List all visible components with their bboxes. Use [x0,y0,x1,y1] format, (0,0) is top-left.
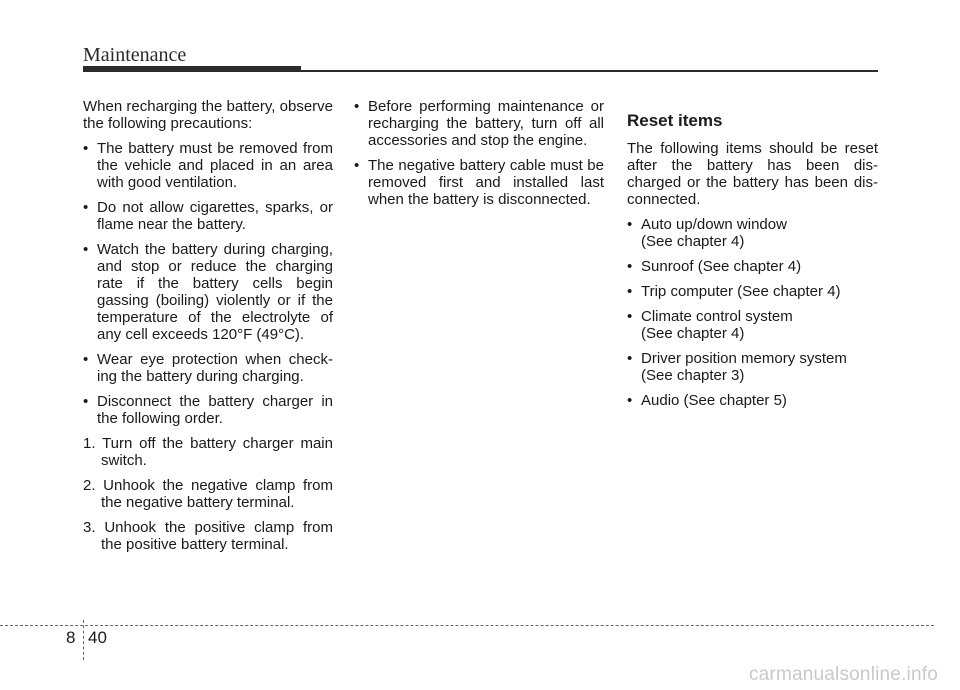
list-item: • The negative battery cable must be removed first and installed last when the battery is disconnected. [354,157,604,208]
list-item: • Trip computer (See chapter 4) [627,283,878,300]
bullet-text: Before performing maintenance or recharging the battery, turn off all accessories and stop the engine. [368,98,604,149]
step-text: 3. Unhook the positive clamp from the positive battery terminal. [83,519,333,553]
list-item: • Disconnect the battery charger in the following order. [83,393,333,427]
footer-divider [0,625,934,626]
intro-paragraph: When recharging the battery, observe the following precautions: [83,98,333,132]
list-item: • Do not allow cigarettes, sparks, or flame near the battery. [83,199,333,233]
bullet-text: Watch the battery during charging, and stop or reduce the charging rate if the battery cells begin gassing (boiling) violently or if the temperature of the electrolyte of any cell exceeds 120°F (49°C). [97,241,333,343]
item-ref: (See chapter 3) [641,367,745,384]
bullet-text: The negative battery cable must be removed first and installed last when the battery is disconnected. [368,157,604,208]
item-label: Trip computer (See chapter 4) [641,283,841,300]
column-2 [354,98,604,208]
item-ref: (See chapter 4) [641,233,745,250]
list-item: • Before performing maintenance or recharging the battery, turn off all accessories and stop the engine. [354,98,604,149]
header-rule-thick [83,66,301,72]
step-text: 1. Turn off the battery charger main switch. [83,435,333,469]
page-header-title: Maintenance [83,44,187,66]
column-3 [627,111,878,409]
list-item: • Audio (See chapter 5) [627,392,878,409]
step-text: 2. Unhook the negative clamp from the negative battery terminal. [83,477,333,511]
numbered-step [83,519,333,553]
list-item: • Auto up/down window (See chapter 4) [627,216,878,250]
column-1 [83,98,333,553]
bullet-text: Disconnect the battery charger in the following order. [97,393,333,427]
bullet-text: Wear eye protection when check- ing the battery during charging. [97,351,333,385]
watermark: carmanualsonline.info [748,664,938,685]
item-label: Climate control system [641,308,793,325]
item-label: Auto up/down window [641,216,787,233]
section-heading: Reset items [627,111,723,130]
page-number: 40 [88,628,107,647]
item-label: Audio (See chapter 5) [641,392,787,409]
reset-intro-paragraph: The following items should be reset after the battery has been dis- charged or the battery has been dis- connected. [627,140,878,208]
footer-vertical-divider [83,620,84,660]
list-item: • Wear eye protection when check- ing the battery during charging. [83,351,333,385]
list-item: • Sunroof (See chapter 4) [627,258,878,275]
numbered-step [83,435,333,469]
numbered-step [83,477,333,511]
bullet-text: Do not allow cigarettes, sparks, or flame near the battery. [97,199,333,233]
list-item: • Watch the battery during charging, and stop or reduce the charging rate if the battery cells begin gassing (boiling) violently or if the temperature of the electrolyte of any cell exceeds 120°F (49°C). [83,241,333,343]
item-ref: (See chapter 4) [641,325,745,342]
list-item: • Driver position memory system (See chapter 3) [627,350,878,384]
item-label: Driver position memory system [641,350,847,367]
item-label: Sunroof (See chapter 4) [641,258,802,275]
bullet-text: The battery must be removed from the vehicle and placed in an area with good ventilation. [97,140,333,191]
list-item: • Climate control system (See chapter 4) [627,308,878,342]
header-rule-thin [301,70,878,72]
chapter-number: 8 [66,628,76,647]
list-item: • The battery must be removed from the vehicle and placed in an area with good ventilation. [83,140,333,191]
